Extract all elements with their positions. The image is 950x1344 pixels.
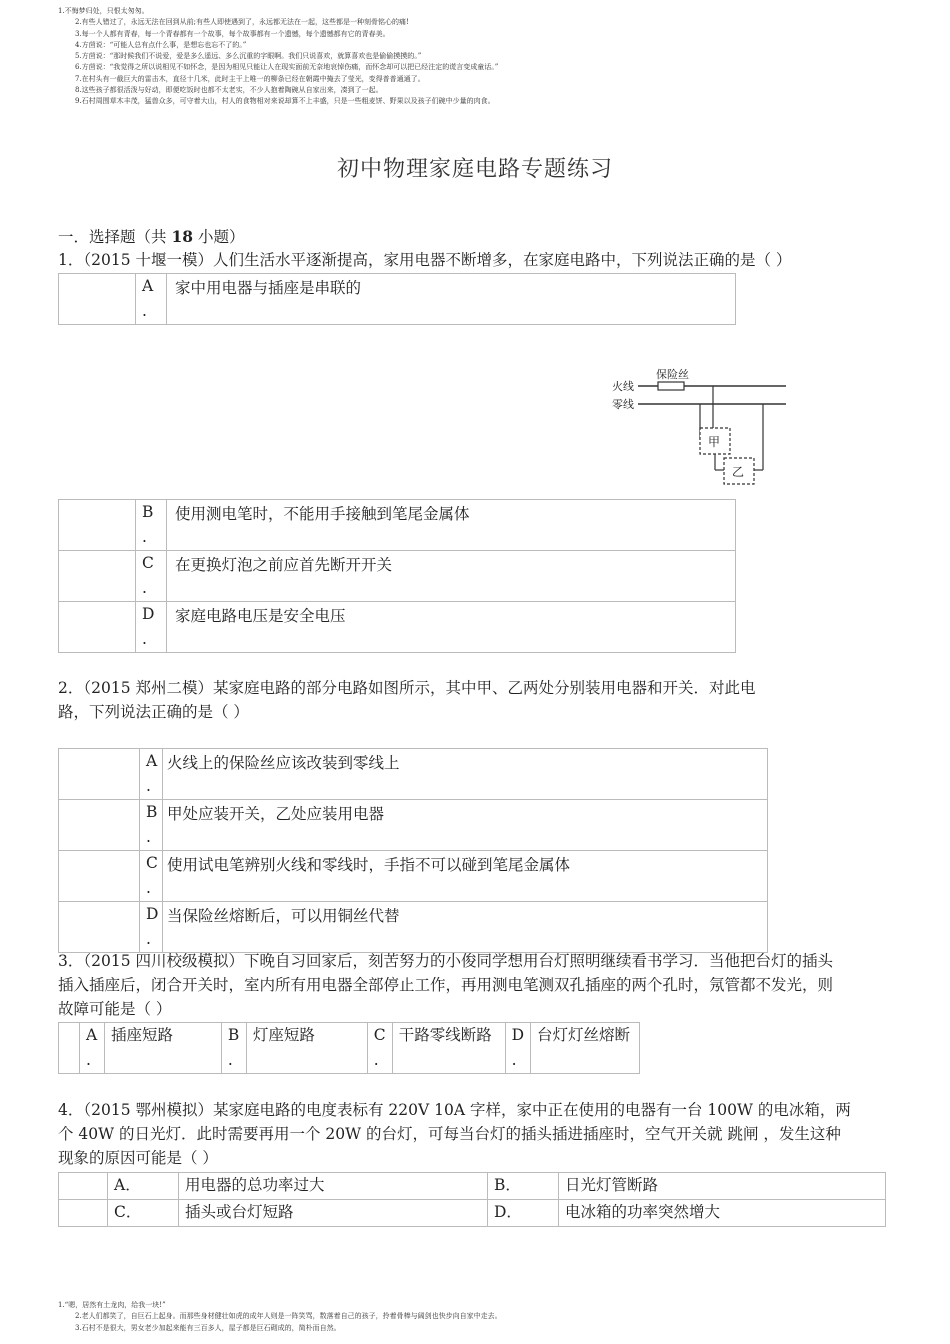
question-4-option-c[interactable] [108,1200,179,1227]
question-1-stem: 1．（2015 十堰一模）人们生活水平逐渐提高，家用电器不断增多，在家庭电路中，下列说法正确的是（ ） [58,251,792,269]
option-text: 日光灯管断路 [559,1173,886,1200]
option-text: 当保险丝熔断后，可以用铜丝代替 [163,902,768,953]
question-3-option-d[interactable]: D . [505,1023,530,1074]
question-1-options [58,499,736,653]
question-3-stem-line: 3．（2015 四川校级模拟）下晚自习回家后，刻苦努力的小俊同学想用台灯照明继续看书学习．当他把台灯的插头 [58,952,833,970]
neutral-wire-label: 零线 [612,398,634,411]
option-key: A [142,277,154,295]
question-2-options [58,748,768,953]
question-4-option-d[interactable] [488,1200,559,1227]
header-note: 6.方茴说：“我觉得之所以说相见不如怀念，是因为相见只能让人在现实面前无奈地哀悼伤痛，而怀念却可以把已经注定的谎言变成童话。” [75,63,499,72]
question-2-option-c[interactable]: C . 使用试电笔辨别火线和零线时，手指不可以碰到笔尾金属体 [59,851,768,902]
option-key: D [142,605,155,623]
header-note: 9.石村周围草木丰茂，猛兽众多，可守着大山，村人的食物相对来说却算不上丰盛，只是一些粗麦饼、野果以及孩子们碗中少量的肉食。 [75,97,495,106]
footer-note: 2.老人们都笑了，自巨石上起身。而那些身材健壮如虎的成年人则是一阵笑骂，数落着自己的孩子，拎着骨棒与阔剑也快步向自家中走去。 [75,1312,502,1321]
question-3-options [58,1022,640,1074]
option-text: 灯座短路 [246,1023,367,1074]
option-key: D [146,905,159,923]
option-key: C． [114,1203,142,1221]
option-text: 甲处应装开关，乙处应装用电器 [163,800,768,851]
option-key: B [142,503,154,521]
header-note: 1.不悔梦归处，只恨太匆匆。 [58,7,149,15]
question-3-option-a[interactable]: A . [79,1023,104,1074]
question-2-option-d[interactable]: D . 当保险丝熔断后，可以用铜丝代替 [59,902,768,953]
header-note: 4.方茴说：“可能人总有点什么事，是想忘也忘不了的。” [75,40,247,49]
fuse-icon [658,382,684,390]
question-1-option-b[interactable]: B . 使用测电笔时，不能用手接触到笔尾金属体 [59,500,736,551]
question-1-option-c[interactable]: C . 在更换灯泡之前应首先断开开关 [59,551,736,602]
question-2-option-a[interactable]: A . 火线上的保险丝应该改装到零线上 [59,749,768,800]
circuit-diagram [608,362,793,487]
question-3-option-c[interactable]: C . [367,1023,392,1074]
header-note: 7.在村头有一截巨大的雷击木，直径十几米，此时主干上唯一的柳条已经在朝霞中掩去了莹光，变得普普通通了。 [75,74,425,83]
option-key: B [227,1026,240,1044]
question-3-stem-line: 故障可能是（ ） [58,1000,172,1018]
option-text: 在更换灯泡之前应首先断开开关 [167,551,736,602]
option-key: C [146,854,158,872]
question-4-stem-line: 现象的原因可能是（ ） [58,1149,218,1167]
option-text: 用电器的总功率过大 [179,1173,488,1200]
option-key: D． [494,1203,522,1221]
footer-notes [58,1300,918,1334]
option-text: 家中用电器与插座是串联的 [167,274,736,325]
option-text: 干路零线断路 [392,1023,505,1074]
question-4-stem-line: 个 40W 的日光灯．此时需要再用一个 20W 的台灯，可每当台灯的插头插进插座时，空气开关就 跳闸 ，发生这种 [58,1125,841,1143]
question-2-option-b[interactable]: B . 甲处应装开关，乙处应装用电器 [59,800,768,851]
question-4-option-a[interactable] [108,1173,179,1200]
header-note: 2.有些人错过了，永远无法在回到从前;有些人即使遇到了，永远都无法在一起，这些都是一种刻骨铭心的痛! [75,18,409,27]
device-yi-label: 乙 [732,465,745,479]
question-2-stem-line: 路，下列说法正确的是（ ） [58,703,249,721]
footer-note: 1.“嗯，居然有土龙肉，给我一块!” [58,1301,166,1309]
option-text: 火线上的保险丝应该改装到零线上 [163,749,768,800]
option-text: 插头或台灯短路 [179,1200,488,1227]
option-text: 插座短路 [104,1023,221,1074]
option-key: B [146,803,158,821]
question-3-stem-line: 插入插座后，闭合开关时，室内所有用电器全部停止工作，再用测电笔测双孔插座的两个孔时，氖管都不发光，则 [58,976,834,994]
question-3-option-b[interactable]: B . [221,1023,246,1074]
question-4-stem-line: 4．（2015 鄂州模拟）某家庭电路的电度表标有 220V 10A 字样，家中正在使用的电器有一台 100W 的电冰箱，两 [58,1101,851,1119]
fuse-label: 保险丝 [656,368,689,381]
option-key: C [142,554,154,572]
option-text: 使用测电笔时，不能用手接触到笔尾金属体 [167,500,736,551]
header-note: 5.方茴说：“那时候我们不说爱，爱是多么遥远、多么沉重的字眼啊。我们只说喜欢，就算喜欢也是偷偷摸摸的。” [75,52,422,61]
header-note: 8.这些孩子都很活泼与好动，即便吃饭时也都不太老实，不少人抱着陶碗从自家出来，凑到了一起。 [75,86,383,95]
question-1-option-d[interactable]: D . 家庭电路电压是安全电压 [59,602,736,653]
device-jia-label: 甲 [708,435,721,449]
section-heading: 一．选择题（共 18 小题） [58,227,245,246]
question-2-stem-line: 2．（2015 郑州二模）某家庭电路的部分电路如图所示，其中甲、乙两处分别装用电器和开关．对此电 [58,679,756,697]
option-text: 台灯灯丝熔断 [531,1023,640,1074]
option-text: 使用试电笔辨别火线和零线时，手指不可以碰到笔尾金属体 [163,851,768,902]
header-note: 3.每一个人都有青春，每一个青春都有一个故事，每个故事都有一个遗憾，每个遗憾都有它的青春美。 [75,29,390,38]
option-key: C [373,1026,386,1044]
option-key: B． [494,1176,521,1194]
header-notes [58,6,918,108]
option-key: A． [114,1176,141,1194]
footer-note: 3.石村不是很大，男女老少加起来能有三百多人，屋子都是巨石砌成的，简朴而自然。 [75,1323,341,1332]
page-title: 初中物理家庭电路专题练习 [336,157,613,182]
option-key: A [85,1026,98,1044]
option-text: 家庭电路电压是安全电压 [167,602,736,653]
option-text: 电冰箱的功率突然增大 [559,1200,886,1227]
question-4-options [58,1172,886,1227]
question-4-option-b[interactable] [488,1173,559,1200]
question-1-option-a[interactable]: A . 家中用电器与插座是串联的 [58,273,736,325]
live-wire-label: 火线 [612,380,634,393]
option-key: D [511,1026,525,1044]
option-key: A [146,752,158,770]
